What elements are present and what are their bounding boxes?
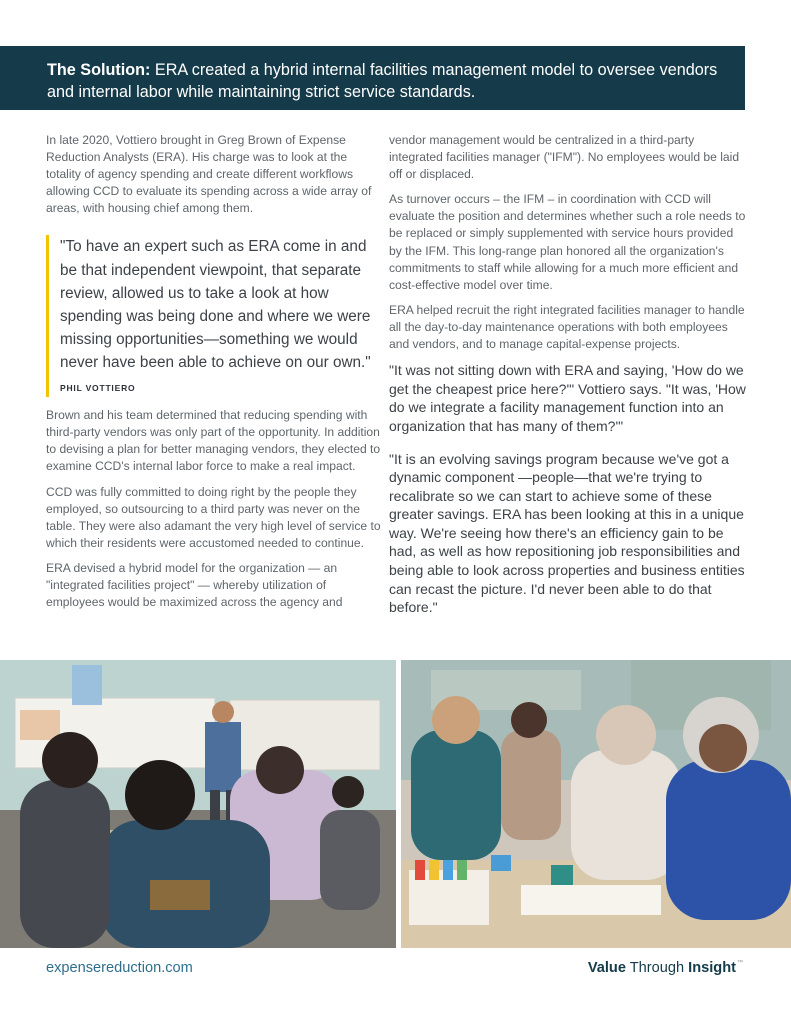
right-paragraph-2: As turnover occurs – the IFM – in coordination with CCD will evaluate the position and determines whether such a role needs to be replaced or simply supplemented with service hours provided by the IFM. This long-range plan honored all the organization's commitments to staff while allowing for a much more efficient and cost-effective model over time. [389,192,746,292]
tagline [588,960,743,976]
tagline-value: Value [587,960,626,976]
left-paragraph-3: CCD was fully committed to doing right by the people they employed, so outsourcing to a third party was never on the table. They were also adamant the very high level of service to which their residents were accustomed needed to continue. [46,484,381,550]
left-paragraph-4: ERA devised a hybrid model for the organization — an "integrated facilities project" — whereby utilization of employees would be maximized across the agency and [46,560,343,610]
banner-text: ERA created a hybrid internal facilities management model to oversee vendors and internal labor while maintaining strict service standards. [47,61,718,101]
pull-quote-text: "To have an expert such as ERA come in and be that independent viewpoint, that separate review, allowed us to take a look at how spending was being done and where we were missing opportunities—something we would never have been able to achieve on our own." [60,238,371,371]
classroom-photo [0,660,396,948]
solution-banner [0,46,745,110]
right-quote-1: "It was not sitting down with ERA and saying, 'How do we get the cheapest price here?'" Vottiero says. "It was, 'How do we integrate a facility management function into an organization that has many of them?'" [389,362,746,434]
left-paragraph-2: Brown and his team determined that reducing spending with third-party vendors was only part of the opportunity. In addition to devising a plan for better managing vendors, they elected to examine CCD's internal labor force to make a real impact. [46,408,381,474]
banner-lead: The Solution: [47,61,151,79]
website-link[interactable]: expensereduction.com [46,960,193,976]
tagline-insight: Insight [688,960,736,976]
left-paragraph-1: In late 2020, Vottiero brought in Greg Brown of Expense Reduction Analysts (ERA). His charge was to look at the totality of agency spending and create different workflows allowing CCD to evaluate its spending across a wide array of areas, with housing chief among them. [46,133,372,216]
pull-quote-author: PHIL VOTTIERO [60,383,136,394]
left-column [46,132,382,619]
right-column [389,132,749,631]
right-paragraph-1: vendor management would be centralized in a third-party integrated facilities manager ("IFM"). No employees would be laid off or displaced. [389,133,740,182]
pull-quote [46,235,382,397]
right-quote-2: "It is an evolving savings program because we've got a dynamic component —people—that we're trying to recalibrate so we can start to achieve some of these greater savings. ERA has been looking at this in a unique way. We're seeing how there's an efficiency gain to be had, as well as how repositioning job responsibilities and being able to look across properties and business entities can recast the picture. I'd never been able to do that before." [389,450,745,616]
painting-class-photo [401,660,791,948]
trademark: ™ [737,960,743,966]
right-paragraph-3: ERA helped recruit the right integrated facilities manager to handle all the day-to-day maintenance operations with both employees and vendors, and to manage capital-expense projects. [389,302,745,352]
tagline-through: Through [625,960,689,976]
